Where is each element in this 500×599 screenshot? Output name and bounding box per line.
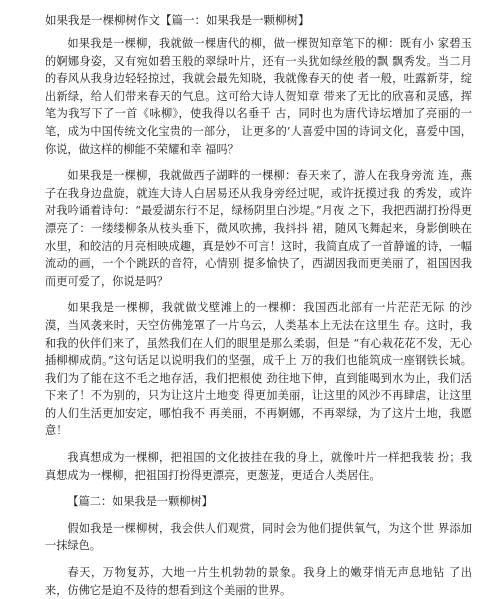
document-title: 如果我是一棵柳树作文【篇一：如果我是一颗柳树】 — [45, 13, 310, 27]
paragraph-3: 如果我是一棵柳，我就做戈壁滩上的一棵柳：我国西北部有一片茫茫无际 的沙漠，当风袭来时，天空仿佛笼罩了一片乌云，人类基本上无法在这里生 存。这时，我和我的伙伴们来了，虽然我们在人们的眼里是那么柔弱，但是 “有心栽花花不发，无心插柳柳成荫。”这句话足以说明我们的坚强，成千上 万的我们也能筑成一座钢铁长城。我们为了能在这不毛之地存活，我们把根使 劲往地下伸，直到能喝到水为止，我们活下来了！不为别的，只为让这片土地变 得更加美丽，让这里的风沙不再肆虐，让这里的人们生活更加安定，哪怕我不 再美丽，不再婀娜，不再翠绿，为了这片土地，我愿意！ — [45, 301, 472, 438]
paragraph-4: 我真想成为一棵柳，把祖国的文化披挂在我的身上，就像叶片一样把我装 扮；我真想成为一棵柳，把祖国打扮得更漂亮，更葱茏，更适合人类居住。 — [45, 451, 472, 482]
section-2-paragraph-2: 春天，万物复苏，大地一片生机勃勃的景象。我身上的嫩芽悄无声息地钻 了出来，仿佛它是迫不及待的想看到这个美丽的世界。 — [45, 566, 472, 597]
section-2-heading: 【篇二：如果我是一颗柳树】 — [67, 495, 213, 509]
section-2-paragraph-1: 假如我是一棵柳树，我会供人们观赏，同时会为他们提供氧气，为这个世 界添加一抹绿色。 — [45, 521, 472, 553]
paragraph-1: 如果我是一棵柳，我就做一棵唐代的柳，做一棵贺知章笔下的柳：既有小 家碧玉的婀娜身姿，又有宛如碧玉般的翠绿叶片，还有一头犹如绿丝般的飘 飘秀发。当二月的春风从我身边轻轻掠过，我就会最先知晓，我就像春天的使 者一般，吐露新芽，绽出新绿，给人们带来春天的气息。这可给大诗人贺知章 带来了无比的欣喜和灵感，挥笔为我写下了一首《咏柳》，使我得以名垂千 古，同时也为唐代诗坛增加了亮丽的一笔，成为中国传统文化宝贵的一部分， 让更多的’人喜爱中国的诗词文化，喜爱中国，你说，做这样的柳能不荣耀和幸 福吗？ — [45, 37, 472, 156]
paragraph-2: 如果我是一棵柳，我就做西子湖畔的一棵柳：春天来了，游人在我身旁流 连，燕子在我身边盘旋，就连大诗人白居易还从我身旁经过呢，或许抚摸过我 的秀发，或许对我吟诵着诗句：“最爱湖东行不足，绿杨阴里白沙堤。”月夜 之下，我把西湖打扮得更漂亮了：一缕缕柳条从枝头垂下，微风吹拂，我抖抖 裙，随风飞舞起来，身影倒映在水里，和皎洁的月亮相映成趣，真是妙不可言！这时，我简直成了一首静谧的诗，一幅流动的画，一个个跳跃的音符，心情别 提多愉快了，西湖因我而更美丽了，祖国因我而更可爱了，你说是吗？ — [45, 169, 472, 288]
